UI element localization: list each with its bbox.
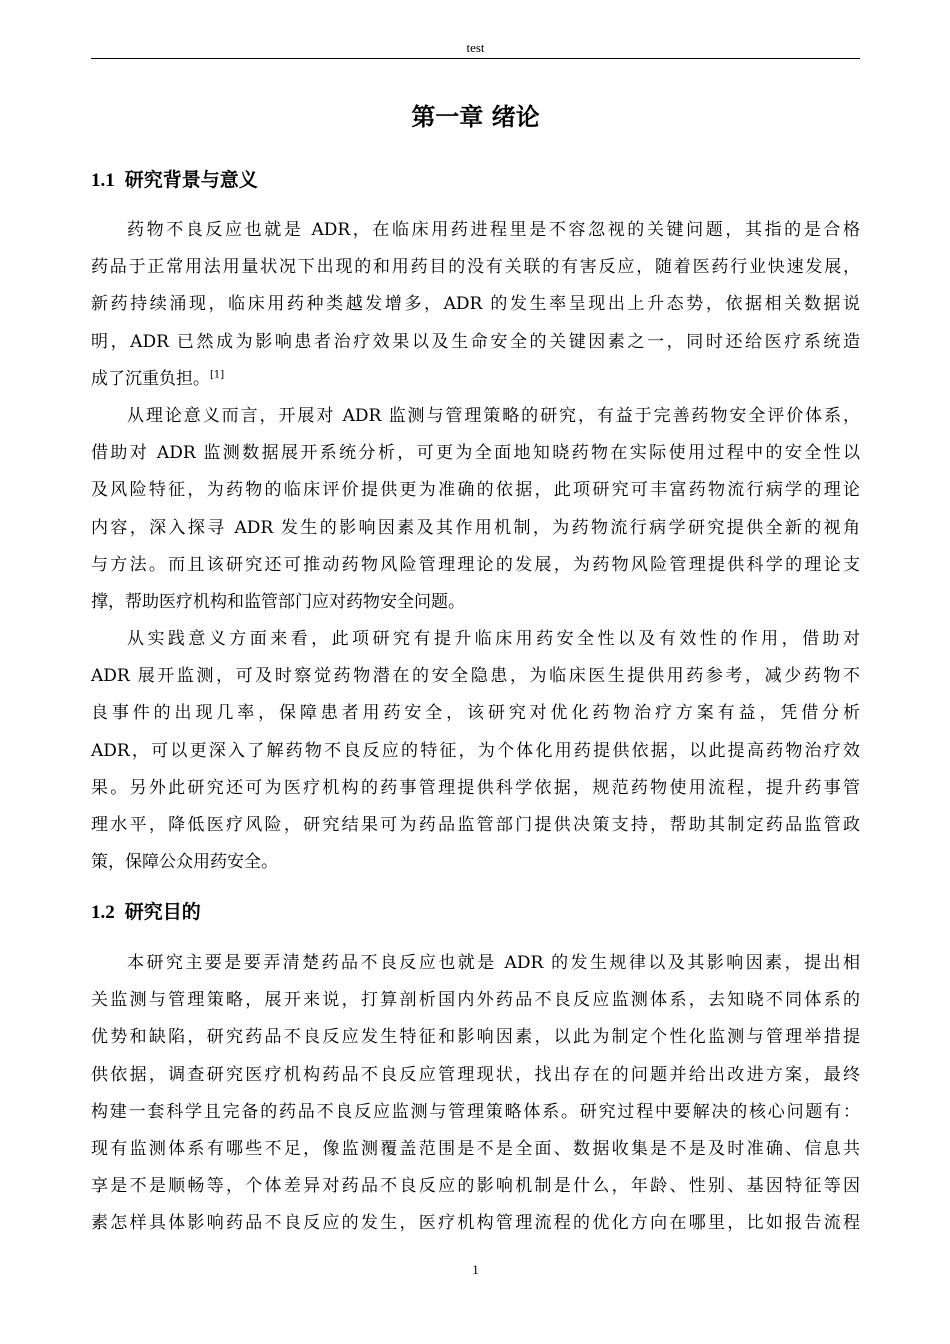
paragraph-line: 构建一套科学且完备的药品不良反应监测与管理策略体系。研究过程中要解决的核心问题有： xyxy=(91,1101,860,1122)
running-header: test xyxy=(466,40,485,55)
paragraph-line: 明，ADR 已然成为影响患者治疗效果以及生命安全的关键因素之一，同时还给医疗系统造 xyxy=(91,331,860,352)
section-number: 1.2 xyxy=(91,902,115,923)
paragraph-line: 从实践意义方面来看，此项研究有提升临床用药安全性以及有效性的作用，借助对 xyxy=(127,629,860,649)
paragraph-line: 策，保障公众用药安全。 xyxy=(91,852,278,873)
paragraph-line: 借助对 ADR 监测数据展开系统分析，可更为全面地知晓药物在实际使用过程中的安全性以 xyxy=(91,443,860,464)
paragraph-line: 优势和缺陷，研究药品不良反应发生特征和影响因素，以此为制定个性化监测与管理举措提 xyxy=(91,1027,860,1048)
paragraph-line: 新药持续涌现，临床用药种类越发增多，ADR 的发生率呈现出上升态势，依据相关数据说 xyxy=(91,294,860,315)
paragraph-line: 药物不良反应也就是 ADR，在临床用药进程里是不容忽视的关键问题，其指的是合格 xyxy=(127,220,860,240)
chapter-title: 第一章 绪论 xyxy=(411,103,540,131)
paragraph-line: ADR，可以更深入了解药物不良反应的特征，为个体化用药提供依据，以此提高药物治疗效 xyxy=(91,740,860,761)
paragraph-line-text: 成了沉重负担。 xyxy=(91,368,210,389)
paragraph-objectives xyxy=(91,945,860,1243)
paragraph-line: 果。另外此研究还可为医疗机构的药事管理提供科学依据，规范药物使用流程，提升药事管 xyxy=(91,777,860,798)
paragraph-line: 撑，帮助医疗机构和监管部门应对药物安全问题。 xyxy=(91,592,465,613)
section-heading-1-2 xyxy=(91,899,860,926)
section-number: 1.1 xyxy=(91,170,115,191)
section-heading-1-1 xyxy=(91,167,860,194)
paragraph-background xyxy=(91,212,860,398)
paragraph-theoretical xyxy=(91,398,860,621)
paragraph-practical xyxy=(91,621,860,881)
paragraph-line: 享是不是顺畅等，个体差异对药品不良反应的影响机制是什么，年龄、性别、基因特征等因 xyxy=(91,1176,860,1197)
paragraph-line: 本研究主要是要弄清楚药品不良反应也就是 ADR 的发生规律以及其影响因素，提出相 xyxy=(127,953,860,973)
paragraph-line: 理水平，降低医疗风险，研究结果可为药品监管部门提供决策支持，帮助其制定药品监管政 xyxy=(91,815,860,836)
paragraph-line: 现有监测体系有哪些不足，像监测覆盖范围是不是全面、数据收集是不是及时准确、信息共 xyxy=(91,1139,860,1160)
section-title: 研究背景与意义 xyxy=(124,169,258,191)
paragraph-line: 与方法。而且该研究还可推动药物风险管理理论的发展，为药物风险管理提供科学的理论支 xyxy=(91,554,860,575)
paragraph-line: 药品于正常用法用量状况下出现的和用药目的没有关联的有害反应，随着医药行业快速发展， xyxy=(91,257,860,278)
paragraph-line-last xyxy=(91,361,860,398)
paragraph-line: 关监测与管理策略，展开来说，打算剖析国内外药品不良反应监测体系，去知晓不同体系的 xyxy=(91,990,860,1011)
section-title: 研究目的 xyxy=(124,901,201,923)
paragraph-line: 供依据，调查研究医疗机构药品不良反应管理现状，找出存在的问题并给出改进方案，最终 xyxy=(91,1064,860,1085)
header-rule xyxy=(91,58,860,59)
paragraph-line: ADR 展开监测，可及时察觉药物潜在的安全隐患，为临床医生提供用药参考，减少药物不 xyxy=(91,666,860,687)
paragraph-line: 良事件的出现几率，保障患者用药安全，该研究对优化药物治疗方案有益，凭借分析 xyxy=(91,703,860,724)
paragraph-line: 素怎样具体影响药品不良反应的发生，医疗机构管理流程的优化方向在哪里，比如报告流程 xyxy=(91,1213,860,1234)
page-number: 1 xyxy=(472,1262,479,1277)
paragraph-line: 从理论意义而言，开展对 ADR 监测与管理策略的研究，有益于完善药物安全评价体系， xyxy=(127,406,860,426)
citation-marker: [1] xyxy=(210,369,225,381)
paragraph-line: 及风险特征，为药物的临床评价提供更为准确的依据，此项研究可丰富药物流行病学的理论 xyxy=(91,480,860,501)
paragraph-line: 内容，深入探寻 ADR 发生的影响因素及其作用机制，为药物流行病学研究提供全新的视角 xyxy=(91,517,860,538)
